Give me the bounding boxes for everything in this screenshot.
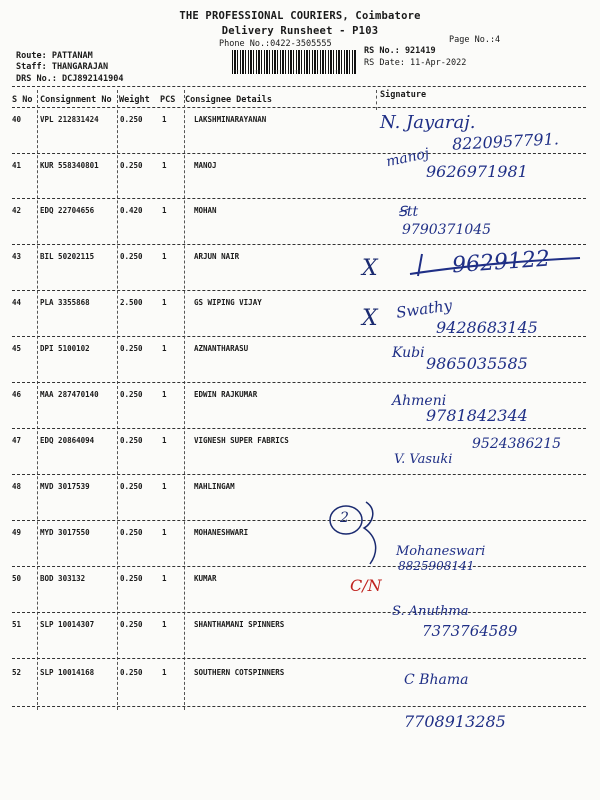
drs-number: DRS No.: DCJ892141904 (16, 74, 124, 84)
row-consignee: GS WIPING VIJAY (194, 298, 262, 307)
row-separator (12, 428, 586, 429)
row-sno: 52 (12, 668, 22, 677)
sheet-title: Delivery Runsheet - P103 (221, 25, 379, 37)
row-pcs: 1 (162, 252, 167, 261)
phone-45: 9865035585 (426, 354, 528, 373)
row-weight: 0.250 (120, 574, 143, 583)
row-pcs: 1 (162, 574, 167, 583)
signature-49: Mohaneswari (396, 544, 486, 559)
row-pcs: 1 (162, 620, 167, 629)
row-weight: 0.250 (120, 252, 143, 261)
row-separator (12, 244, 586, 245)
phone-46: 9781842344 (426, 406, 528, 425)
col-separator (117, 90, 118, 710)
rs-date: RS Date: 11-Apr-2022 (364, 58, 467, 68)
signature-46: Ahmeni (392, 393, 447, 409)
row-weight: 0.250 (120, 620, 143, 629)
row-separator (12, 566, 586, 567)
staff: Staff: THANGARAJAN (16, 62, 109, 72)
header-bottom-rule (12, 107, 586, 108)
col-consignee: Consignee Details (185, 95, 272, 105)
phone-52: 7708913285 (404, 712, 506, 731)
row-pcs: 1 (162, 436, 167, 445)
row-weight: 0.250 (120, 115, 143, 124)
cross-mark-44: X (362, 306, 378, 331)
row-consignment-no: DPI 5100102 (40, 344, 90, 353)
row-sno: 40 (12, 115, 22, 124)
row-weight: 0.250 (120, 436, 143, 445)
row-weight: 0.420 (120, 206, 143, 215)
row-sno: 45 (12, 344, 22, 353)
table-top-rule (12, 86, 586, 87)
row-separator (12, 706, 586, 707)
row-consignment-no: SLP 10014307 (40, 620, 95, 629)
row-sno: 50 (12, 574, 22, 583)
phone-number: Phone No.:0422-3505555 (219, 39, 332, 49)
phone-41: 9626971981 (426, 162, 528, 181)
row-consignee: MOHAN (194, 206, 217, 215)
page-number: Page No.:4 (449, 35, 501, 45)
row-consignment-no: KUR 558340801 (40, 161, 99, 170)
row-sno: 48 (12, 482, 22, 491)
row-consignee: EDWIN RAJKUMAR (194, 390, 258, 399)
row-consignee: KUMAR (194, 574, 217, 583)
row-consignee: LAKSHMINARAYANAN (194, 115, 267, 124)
row-weight: 0.250 (120, 344, 143, 353)
barcode (232, 50, 356, 74)
row-pcs: 1 (162, 115, 167, 124)
signature-40: N. Jayaraj. (380, 112, 476, 133)
row-consignee: ARJUN NAIR (194, 252, 240, 261)
row-sno: 44 (12, 298, 22, 307)
scribble-signature-43 (400, 248, 590, 288)
col-weight: Weight (119, 95, 150, 105)
row-pcs: 1 (162, 528, 167, 537)
phone-49: 8825908141 (398, 559, 475, 573)
col-pcs: PCS (160, 95, 176, 105)
signature-44: Swathy (395, 296, 454, 322)
row-consignment-no: SLP 10014168 (40, 668, 95, 677)
company-title: THE PROFESSIONAL COURIERS, Coimbatore (179, 10, 421, 22)
route: Route: PATTANAM (16, 51, 93, 61)
row-separator (12, 153, 586, 154)
row-consignment-no: EDQ 20864094 (40, 436, 95, 445)
row-sno: 46 (12, 390, 22, 399)
phone-44: 9428683145 (436, 318, 538, 337)
row-separator (12, 382, 586, 383)
row-pcs: 1 (162, 482, 167, 491)
signature-45: Kubi (392, 345, 425, 361)
signature-47: V. Vasuki (394, 452, 453, 467)
signature-42: Ꞩtt (398, 204, 419, 220)
col-consignment: Consignment No (40, 95, 112, 105)
signature-51: S. Anuthma (392, 604, 469, 619)
signature-52: C Bhama (404, 672, 469, 688)
row-sno: 47 (12, 436, 22, 445)
row-weight: 0.250 (120, 528, 143, 537)
row-separator (12, 198, 586, 199)
row-weight: 0.250 (120, 390, 143, 399)
row-separator (12, 612, 586, 613)
cn-mark-50: C/N (350, 576, 382, 595)
row-consignment-no: BOD 303132 (40, 574, 86, 583)
row-weight: 0.250 (120, 482, 143, 491)
row-weight: 0.250 (120, 668, 143, 677)
row-separator (12, 290, 586, 291)
row-pcs: 1 (162, 668, 167, 677)
signature-41: manoj (384, 145, 431, 171)
row-sno: 43 (12, 252, 22, 261)
row-consignee: MOHANESHWARI (194, 528, 249, 537)
phone-51: 7373764589 (422, 622, 518, 640)
circled-number-48: 2 (340, 510, 349, 526)
rs-number: RS No.: 921419 (364, 46, 436, 56)
row-separator (12, 474, 586, 475)
row-consignee: SHANTHAMANI SPINNERS (194, 620, 285, 629)
row-pcs: 1 (162, 206, 167, 215)
row-sno: 42 (12, 206, 22, 215)
row-weight: 2.500 (120, 298, 143, 307)
row-consignment-no: BIL 50202115 (40, 252, 95, 261)
row-consignment-no: MAA 287470140 (40, 390, 99, 399)
row-consignee: SOUTHERN COTSPINNERS (194, 668, 285, 677)
row-consignment-no: EDQ 22704656 (40, 206, 95, 215)
row-weight: 0.250 (120, 161, 143, 170)
row-sno: 51 (12, 620, 22, 629)
row-sno: 41 (12, 161, 22, 170)
row-separator (12, 520, 586, 521)
col-sno: S No (12, 95, 33, 105)
row-pcs: 1 (162, 344, 167, 353)
phone-47: 9524386215 (472, 436, 562, 452)
col-signature: Signature (380, 90, 427, 100)
row-consignee: AZNANTHARASU (194, 344, 249, 353)
row-consignee: MAHLINGAM (194, 482, 235, 491)
cross-mark-43: X (362, 256, 378, 281)
col-separator (184, 90, 185, 710)
col-separator (376, 90, 377, 110)
row-pcs: 1 (162, 298, 167, 307)
row-consignment-no: MYD 3017550 (40, 528, 90, 537)
phone-43: 9629122 (451, 246, 551, 279)
row-pcs: 1 (162, 390, 167, 399)
row-sno: 49 (12, 528, 22, 537)
bracket-mark-48-49 (320, 496, 390, 576)
row-consignment-no: VPL 212831424 (40, 115, 99, 124)
col-separator (37, 90, 38, 710)
row-consignment-no: MVD 3017539 (40, 482, 90, 491)
row-consignee: VIGNESH SUPER FABRICS (194, 436, 289, 445)
row-consignee: MANOJ (194, 161, 217, 170)
phone-40: 8220957791. (451, 129, 560, 154)
row-separator (12, 658, 586, 659)
phone-42: 9790371045 (402, 222, 492, 238)
row-consignment-no: PLA 3355868 (40, 298, 90, 307)
row-pcs: 1 (162, 161, 167, 170)
